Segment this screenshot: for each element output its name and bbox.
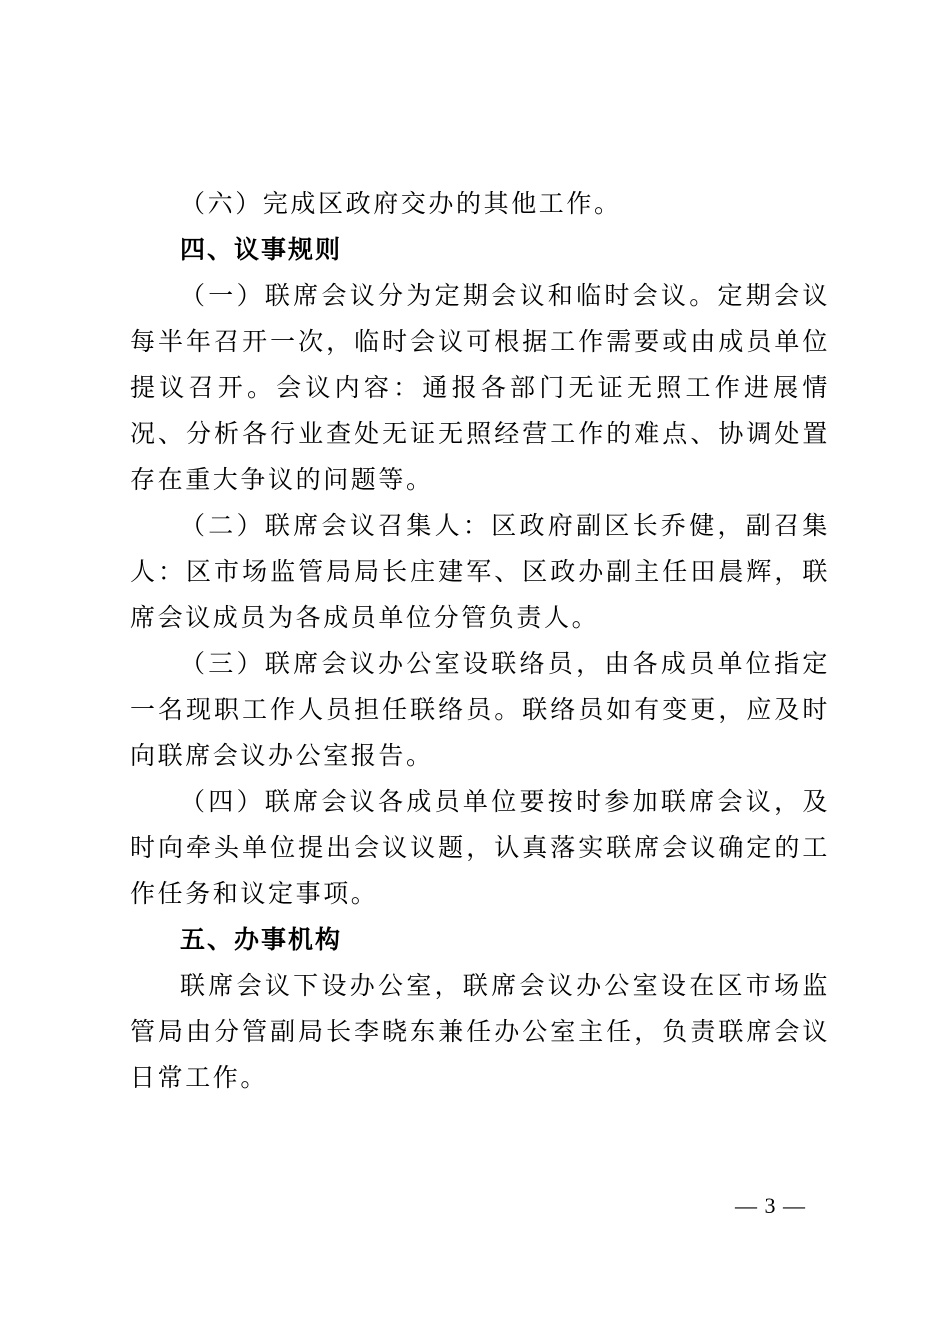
paragraph-item-6: （六）完成区政府交办的其他工作。 xyxy=(180,189,622,218)
paragraph-office: 联席会议下设办公室，联席会议办公室设在区市场监管局由分管副局长李晓东兼任办公室主任，负责联席会议日常工作。 xyxy=(130,971,830,1092)
page-number: — 3 — xyxy=(735,1193,806,1218)
paragraph-rule-4: （四）联席会议各成员单位要按时参加联席会议，及时向牵头单位提出会议议题，认真落实联席会议确定的工作任务和议定事项。 xyxy=(130,787,830,908)
document-body xyxy=(130,181,830,1101)
section-heading-office: 五、办事机构 xyxy=(180,925,343,954)
paragraph-rule-3: （三）联席会议办公室设联络员，由各成员单位指定一名现职工作人员担任联络员。联络员如有变更，应及时向联席会议办公室报告。 xyxy=(130,649,830,770)
section-heading-rules: 四、议事规则 xyxy=(180,235,343,264)
paragraph-rule-2: （二）联席会议召集人：区政府副区长乔健，副召集人：区市场监管局局长庄建军、区政办副主任田晨辉，联席会议成员为各成员单位分管负责人。 xyxy=(130,511,830,632)
paragraph-rule-1: （一）联席会议分为定期会议和临时会议。定期会议每半年召开一次，临时会议可根据工作需要或由成员单位提议召开。会议内容：通报各部门无证无照工作进展情况、分析各行业查处无证无照经营工作的难点、协调处置存在重大争议的问题等。 xyxy=(130,281,830,494)
